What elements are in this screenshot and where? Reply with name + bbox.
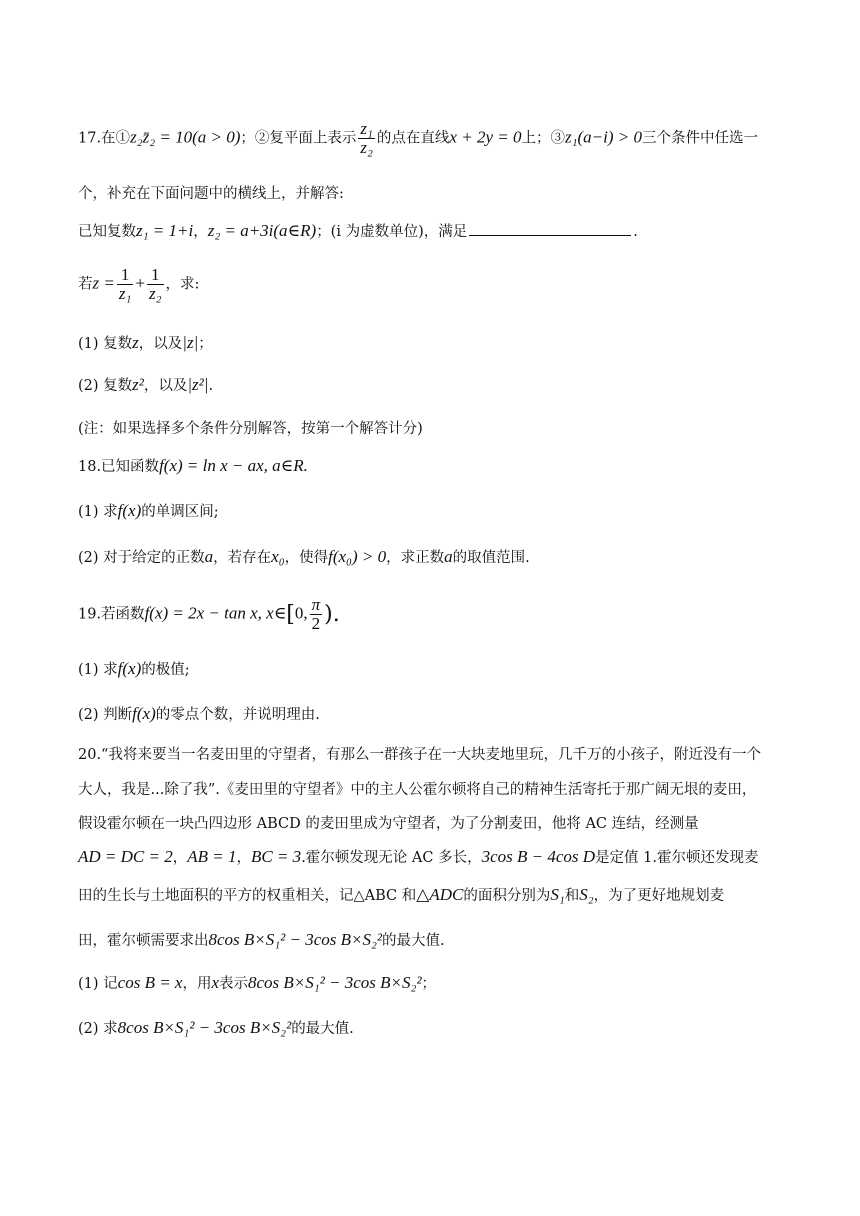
q17-fraction bbox=[358, 120, 375, 157]
q17-part2: (2) 复数z²，以及|z²|. bbox=[78, 375, 214, 394]
q17-cond3: z₁(a−i) > 0 bbox=[564, 127, 642, 147]
q19-part1: (1) 求f(x)的极值; bbox=[78, 659, 190, 678]
q18-stem: 18.已知函数f(x) = ln x − ax, a∈R. bbox=[78, 456, 308, 475]
q19-stem: 19.若函数f(x) = 2x − tan x, x∈[0, $\frac{\pi}{2}$ ). bbox=[78, 595, 340, 633]
q17-part1: (1) 复数z，以及|z|； bbox=[78, 333, 213, 352]
q20-line1: 20.“我将来要当一名麦田里的守望者，有那么一群孩子在一大块麦地里玩，几千万的小孩子，附近没有一个 bbox=[78, 747, 761, 763]
q20-part2: (2) 求8cos B×S₁² − 3cos B×S₂²的最大值. bbox=[78, 1018, 354, 1037]
q17-if-left: z = bbox=[92, 273, 115, 293]
q17-line-eq: x + 2y = 0 bbox=[449, 127, 522, 147]
q17-cond2-tail: 的点在直线 bbox=[376, 130, 450, 147]
q19-func: f(x) = 2x − tan x, x∈ bbox=[144, 603, 287, 623]
q17-if-frac1: $\frac{1}{\text{z₁}}$ bbox=[118, 265, 132, 303]
q17-given-pre: 已知复数 bbox=[78, 224, 136, 240]
q17-if-post: ，求: bbox=[165, 276, 200, 293]
q17-if-pre: 若 bbox=[78, 276, 93, 293]
q17-line2: 个，补充在下面问题中的横线上，并解答: bbox=[78, 186, 344, 202]
q18-part2: (2) 对于给定的正数a，若存在x₀，使得f(x₀) > 0，求正数a的取值范围. bbox=[78, 547, 530, 566]
q17-z1-def: z₁ = 1+i bbox=[136, 221, 194, 240]
q17-if-frac2: $\frac{1}{\text{z₂}}$ bbox=[148, 265, 162, 303]
q17-blank-end: . bbox=[633, 224, 638, 240]
q17-given-note: ；(i 为虚数单位)，满足 bbox=[316, 224, 468, 240]
q17-note: (注：如果选择多个条件分别解答，按第一个解答计分) bbox=[78, 421, 423, 437]
q20-line2: 大人，我是...除了我”.《麦田里的守望者》中的主人公霍尔顿将自己的精神生活寄托于那广阔无垠的麦田， bbox=[78, 782, 757, 798]
q17-sep2: 上；③ bbox=[521, 130, 565, 147]
q17-frac-den: z₂ bbox=[360, 137, 373, 157]
q17-if: 若z = $\frac{1}{\text{z₁}}$ + $\frac{1}{\text{z₂}}$ ，求: bbox=[78, 265, 200, 303]
q18-part1: (1) 求f(x)的单调区间; bbox=[78, 501, 219, 520]
q17-tail: 三个条件中任选一 bbox=[641, 130, 758, 147]
q18-func: f(x) = ln x − ax, a∈R. bbox=[159, 456, 308, 475]
q20-line5: 田的生长与土地面积的平方的权重相关，记△ABC 和△ADC的面积分别为S₁和S₂，为了更好地规划麦 bbox=[78, 885, 725, 904]
q17-z2-def: z₂ = a+3i(a∈R) bbox=[207, 221, 317, 240]
q17-lead: 17.在① bbox=[78, 130, 131, 147]
q20-line4: AD = DC = 2，AB = 1，BC = 3.霍尔顿发现无论 AC 多长，3cos B − 4cos D是定值 1.霍尔顿还发现麦 bbox=[78, 847, 759, 866]
q20-line3: 假设霍尔顿在一块凸四边形 ABCD 的麦田里成为守望者，为了分割麦田，他将 AC 连结，经测量 bbox=[78, 816, 699, 832]
q17-sep1: ；②复平面上表示 bbox=[240, 130, 357, 147]
q19-part2: (2) 判断f(x)的零点个数，并说明理由. bbox=[78, 704, 320, 723]
q20-part1: (1) 记cos B = x，用x表示8cos B×S₁² − 3cos B×S₂²； bbox=[78, 973, 437, 992]
q17-answer-blank bbox=[469, 221, 631, 236]
q17-cond1: z₂z̄₂ = 10(a > 0) bbox=[130, 127, 241, 147]
q17-frac-num: z₁ bbox=[360, 119, 373, 138]
q20-line6: 田，霍尔顿需要求出8cos B×S₁² − 3cos B×S₂²的最大值. bbox=[78, 930, 445, 949]
q19-pi-over-2: $\frac{\pi}{2}$ bbox=[311, 595, 321, 633]
q17-given: 已知复数z₁ = 1+i，z₂ = a+3i(a∈R)；(i 为虚数单位)，满足 . bbox=[78, 221, 638, 240]
q17-line1 bbox=[78, 120, 758, 157]
